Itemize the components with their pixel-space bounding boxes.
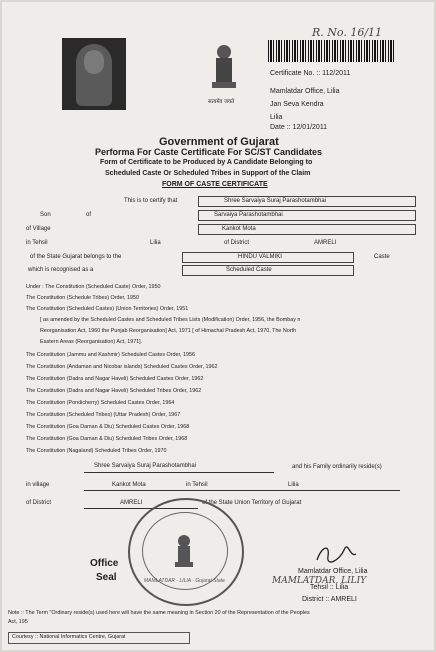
caste-value: HINDU VALMIKI	[238, 254, 282, 260]
signature-icon	[314, 542, 358, 566]
order-item: The Constitution (Schedule Tribes) Order, 1950	[26, 295, 139, 301]
seal-text: MAMLATDAR · LILIA · Gujarat State	[144, 578, 225, 584]
order-item: The Constitution (Goa Daman & Diu) Scheduled Castes Order, 1968	[26, 424, 190, 430]
order-item: [ as amended by the Scheduled Castes and Scheduled Tribes Lists (Modification) Order, 1956, the Bombay n	[40, 317, 301, 323]
reside-underline	[84, 472, 274, 473]
order-item: The Constitution (Dadra and Nagar Haveli) Scheduled Castes Order, 1962	[26, 376, 204, 382]
tehsil-value: Lilia	[150, 240, 161, 246]
certificate-number: Certificate No. :: 112/2011	[270, 70, 351, 77]
recognised-label: which is recognised as a	[28, 267, 94, 273]
form-line-2: Scheduled Caste Or Scheduled Tribes in Support of the Claim	[105, 170, 311, 177]
applicant-photo	[62, 38, 126, 110]
certificate-page	[2, 2, 434, 650]
order-item: The Constitution (Andaman and Nicobar islands) Scheduled Castes Order, 1962	[26, 364, 218, 370]
village-underline	[84, 490, 400, 491]
order-item: The Constitution (Jammu and Kashmir) Scheduled Castes Order, 1956	[26, 352, 195, 358]
order-item: The Constitution (Pondicherry) Scheduled Castes Order, 1964	[26, 400, 175, 406]
of-district-value: AMRELI	[120, 500, 143, 506]
office-kendra: Jan Seva Kendra	[270, 101, 324, 108]
in-village-value: Kankot Mota	[112, 482, 146, 488]
office-seal-label-2: Seal	[96, 572, 117, 583]
order-item: The Constitution (Goa Daman & Diu) Scheduled Tribes Order, 1968	[26, 436, 188, 442]
order-item: The Constitution (Scheduled Castes) (Union Territories) Order, 1951	[26, 306, 189, 312]
caste-label: Caste	[374, 254, 390, 260]
signing-office: Mamlatdar Office, Lilia	[298, 568, 368, 575]
note-line-1: Note :: The Term "Ordinary reside(s) used here will have the same meaning in Section 20 of the Representation of the Peoples	[8, 610, 310, 616]
performa-title: Performa For Caste Certificate For SC/ST Candidates	[95, 147, 323, 157]
seal-emblem-icon	[172, 534, 196, 570]
order-item: The Constitution (Dadra and Nagar Haveli) Scheduled Tribes Order, 1962	[26, 388, 202, 394]
office-seal-label-1: Office	[90, 558, 119, 569]
handwritten-ref: R. No. 16/11	[312, 26, 383, 39]
in-village-label: in village	[26, 482, 50, 488]
father-name: Sarvaiya Parashotambhai	[214, 212, 283, 218]
district-label: of District	[224, 240, 250, 246]
order-item: Reorganisation Act, 1960 the Punjab Reorganisation] Act, 1971 [ of Himachal Pradesh Act, 1970, The North	[40, 328, 297, 334]
office-name: Mamlatdar Office, Lilia	[270, 88, 340, 95]
order-item: Eastern Areas (Reorganisation) Act, 1971].	[40, 339, 143, 345]
note-line-2: Act, 195	[8, 619, 28, 625]
form-line-1: Form of Certificate to be Produced by A Candidate Belonging to	[100, 159, 313, 166]
order-item: The Constitution (Nagaland) Scheduled Tribes Order, 1970	[26, 448, 167, 454]
certify-label: This is to certify that	[124, 198, 178, 204]
reside-suffix: and his Family ordinarily reside(s)	[292, 464, 382, 470]
village-value: Kankot Mota	[222, 226, 256, 232]
belongs-label: of the State Gujarat belongs to the	[30, 254, 122, 260]
of-district-label: of District	[26, 500, 52, 506]
form-title: FORM OF CASTE CERTIFICATE	[162, 181, 268, 188]
mamlatdar-stamp: MAMLATDAR, LILIY	[272, 576, 367, 586]
village-label: of Village	[26, 226, 51, 232]
son-of-label: of	[86, 212, 92, 218]
issue-date: Date :: 12/01/2011	[270, 124, 328, 131]
son-label: Son	[40, 212, 51, 218]
order-item: Under : The Constitution (Scheduled Caste) Order, 1950	[26, 284, 161, 290]
tehsil-signature: Tehsil :: Lilia	[310, 584, 349, 591]
certify-name: Shree Sarvaiya Suraj Parashotambhai	[224, 198, 327, 204]
barcode	[268, 40, 394, 62]
emblem-caption: सत्यमेव जयते	[208, 99, 235, 105]
recognised-value: Scheduled Caste	[226, 267, 272, 273]
reside-name: Shree Sarvaiya Suraj Parashotambhai	[94, 463, 197, 469]
district-value: AMRELI	[314, 240, 337, 246]
tehsil-label: in Tehsil	[26, 240, 48, 246]
district-signature: District :: AMRELI	[302, 596, 357, 603]
gov-heading: Government of Gujarat	[159, 136, 279, 148]
order-item: The Constitution (Scheduled Tribes) (Uttar Pradesh) Order, 1967	[26, 412, 181, 418]
in-tehsil-value: Lilia	[288, 482, 299, 488]
national-emblem-icon	[206, 42, 242, 100]
office-place: Lilia	[270, 114, 283, 121]
courtesy-text: Courtesy :: National Informatics Centre, Gujarat	[12, 634, 126, 640]
in-tehsil-label: in Tehsil	[186, 482, 208, 488]
territory-text: of the State Union Territory of Gujarat	[202, 500, 302, 506]
